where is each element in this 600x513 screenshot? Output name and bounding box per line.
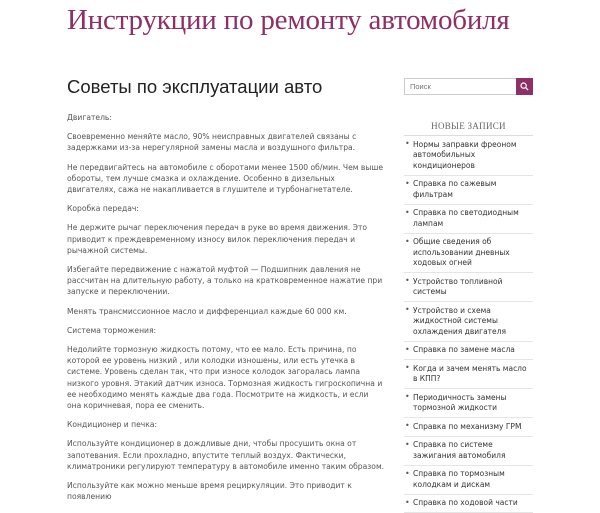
recent-posts-title: НОВЫЕ ЗАПИСИ <box>404 121 533 131</box>
sidebar <box>404 78 533 513</box>
search-input[interactable] <box>404 78 518 95</box>
article-body <box>67 112 385 502</box>
recent-post-item <box>404 176 533 205</box>
recent-post-link[interactable]: Устройство топливной системы <box>413 277 503 297</box>
article-paragraph: Коробка передач: <box>67 203 385 214</box>
recent-post-item <box>404 302 533 342</box>
article-paragraph: Используйте кондиционер в дождливые дни, чтобы просушить окна от запотевания. Если прохладно, впустите теплый воздух. Фактически, климатроники регулируют температуру в автомобиле именно таким образом. <box>67 438 385 472</box>
recent-post-item <box>404 418 533 437</box>
search-button[interactable] <box>516 78 533 95</box>
site-title-link[interactable]: Инструкции по ремонту автомобиля <box>67 4 510 36</box>
article-paragraph: Своевременно меняйте масло, 90% неисправных двигателей связаны с задержками из-за нерегулярной замены масла и воздушного фильтра. <box>67 131 385 153</box>
recent-post-item <box>404 495 533 513</box>
article-paragraph: Менять трансмиссионное масло и дифференциал каждые 60 000 км. <box>67 306 385 317</box>
recent-post-link[interactable]: Нормы заправки фреоном автомобильных кондиционеров <box>413 140 517 170</box>
recent-post-item <box>404 234 533 274</box>
site-title[interactable] <box>67 4 510 37</box>
recent-post-item <box>404 205 533 234</box>
article-paragraph: Избегайте передвижение с нажатой муфтой — Подшипник давления не рассчитан на длительную работу, а только на кратковременное нажатие при запуске и переключении. <box>67 264 385 298</box>
recent-post-item <box>404 389 533 418</box>
recent-post-link[interactable]: Справка по системе зажигания автомобиля <box>413 440 505 460</box>
article-paragraph: Не держите рычаг переключения передач в руке во время движения. Это приводит к преждевременному износу вилок переключения передач и рычажной системы. <box>67 222 385 256</box>
recent-post-link[interactable]: Справка по тормозным колодкам и дискам <box>413 469 505 489</box>
article-paragraph: Используйте как можно меньше время рециркуляции. Это приводит к появлению <box>67 480 385 502</box>
recent-posts-list <box>404 136 533 513</box>
recent-post-item <box>404 342 533 361</box>
article-paragraph: Система торможения: <box>67 325 385 336</box>
recent-post-link[interactable]: Справка по сажевым фильтрам <box>413 179 496 199</box>
article <box>67 76 385 510</box>
recent-post-item <box>404 273 533 302</box>
recent-post-item <box>404 466 533 495</box>
recent-post-link[interactable]: Периодичность замены тормозной жидкости <box>413 393 506 413</box>
recent-post-link[interactable]: Справка по механизму ГРМ <box>413 422 521 431</box>
recent-post-link[interactable]: Когда и зачем менять масло в КПП? <box>413 364 527 384</box>
recent-post-item <box>404 136 533 176</box>
search-form <box>404 78 533 95</box>
recent-post-item <box>404 437 533 466</box>
recent-post-link[interactable]: Справка по замене масла <box>413 345 515 354</box>
recent-post-item <box>404 360 533 389</box>
page-title: Советы по эксплуатации авто <box>67 76 385 98</box>
article-paragraph: Не передвигайтесь на автомобиле с оборотами менее 1500 об/мин. Чем выше обороты, тем лучше смазка и охлаждение. Особенно в дизельных двигателях, сажа не накапливается в глушителе и турбонагнетателе. <box>67 162 385 196</box>
article-paragraph: Кондиционер и печка: <box>67 419 385 430</box>
search-icon <box>520 82 529 91</box>
recent-post-link[interactable]: Устройство и схема жидкостной системы охлаждения двигателя <box>413 306 506 336</box>
recent-post-link[interactable]: Справка по светодиодным лампам <box>413 208 519 228</box>
recent-post-link[interactable]: Справка по ходовой части <box>413 498 518 507</box>
article-paragraph: Недолийте тормозную жидкость потому, что ее мало. Есть причина, по которой ее уровень низкий , или колодки изношены, или есть утечка в системе. Уровень сделан так, что при износе колодок загоралась лампа низкого уровня. Этакий датчик износа. Тормозная жидкость гигроскопична и ее необходимо менять каждые два года. Посмотрите на жидкость, и если она коричневая, пора ее сменить. <box>67 344 385 411</box>
article-paragraph: Двигатель: <box>67 112 385 123</box>
recent-post-link[interactable]: Общие сведения об использовании дневных ходовых огней <box>413 237 510 267</box>
